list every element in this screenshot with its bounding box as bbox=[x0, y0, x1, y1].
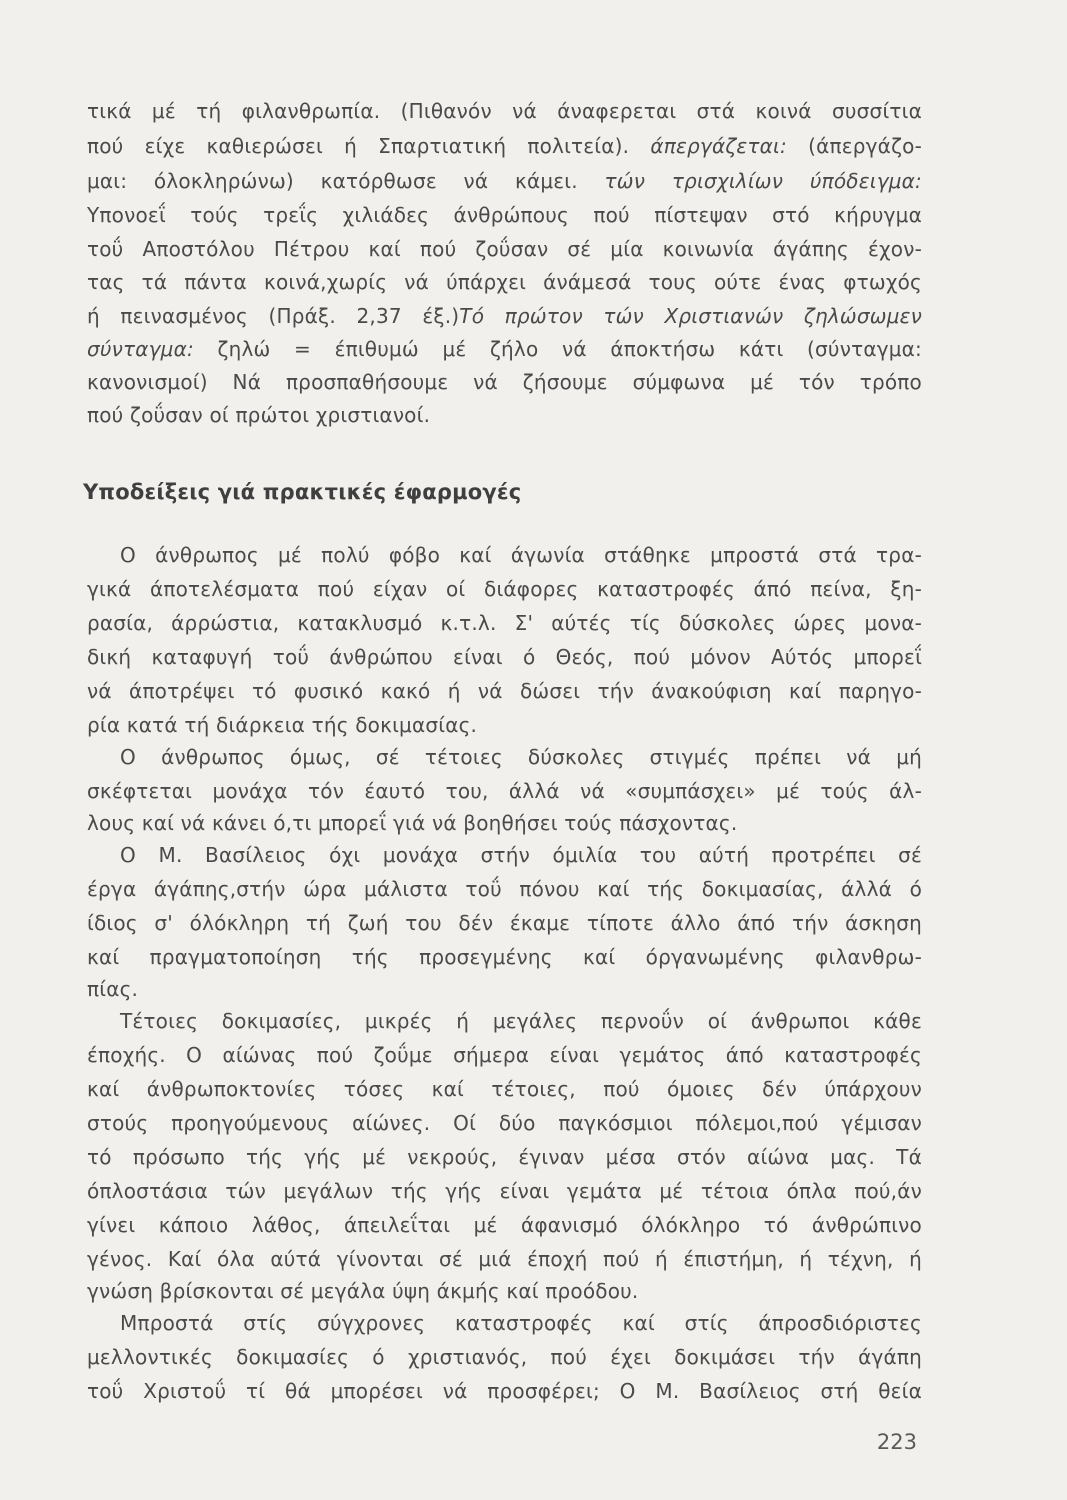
text-line: τοΰ Χριστοΰ τί θά μπορέσει νά προσφέρει; Ο Μ. Βασίλειος στή θεία bbox=[87, 1379, 922, 1403]
italic-term: τών τρισχιλίων ύπόδειγμα: bbox=[604, 169, 922, 193]
text-line: γίνει κάποιο λάθος, άπειλεΐται μέ άφανισμό όλόκληρο τό άνθρώπινο bbox=[87, 1213, 922, 1237]
page-number: 223 bbox=[876, 1430, 917, 1454]
text-line bbox=[87, 166, 922, 196]
text-line: έποχής. Ο αίώνας πού ζοΰμε σήμερα είναι γεμάτος άπό καταστροφές bbox=[87, 1043, 922, 1067]
text-line: γένος. Καί όλα αύτά γίνονται σέ μιά έποχή πού ή έπιστήμη, ή τέχνη, ή bbox=[87, 1247, 922, 1271]
text-line: ρασία, άρρώστια, κατακλυσμό κ.τ.λ. Σ' αύτές τίς δύσκολες ώρες μονα- bbox=[87, 611, 922, 635]
text-line: τοΰ Αποστόλου Πέτρου καί πού ζοΰσαν σέ μία κοινωνία άγάπης έχον- bbox=[87, 237, 922, 261]
text-line: γνώση βρίσκονται σέ μεγάλα ύψη άκμής καί προόδου. bbox=[87, 1279, 639, 1303]
text-line: σκέφτεται μονάχα τόν έαυτό του, άλλά νά «συμπάσχει» μέ τούς άλ- bbox=[87, 779, 922, 803]
text-line: Υπονοεΐ τούς τρεΐς χιλιάδες άνθρώπους πού πίστεψαν στό κήρυγμα bbox=[87, 203, 922, 227]
section-heading: Υποδείξεις γιά πρακτικές έφαρμογές bbox=[83, 480, 522, 504]
text-line: καί άνθρωποκτονίες τόσες καί τέτοιες, πού όμοιες δέν ύπάρχουν bbox=[87, 1077, 922, 1101]
text-line: ρία κατά τή διάρκεια τής δοκιμασίας. bbox=[87, 713, 478, 737]
text-line: πίας. bbox=[87, 977, 139, 1001]
text-line: καί πραγματοποίηση τής προσεγμένης καί όργανωμένης φιλανθρω- bbox=[87, 945, 922, 969]
text-segment: (άπεργάζο- bbox=[786, 134, 922, 158]
text-line: κανονισμοί) Νά προσπαθήσουμε νά ζήσουμε σύμφωνα μέ τόν τρόπο bbox=[87, 370, 922, 394]
text-line bbox=[87, 131, 922, 161]
text-line: στούς προηγούμενους αίώνες. Οί δύο παγκόσμιοι πόλεμοι,πού γέμισαν bbox=[87, 1111, 922, 1135]
text-line: Τέτοιες δοκιμασίες, μικρές ή μεγάλες περνοΰν οί άνθρωποι κάθε bbox=[120, 1009, 922, 1033]
text-segment: πού είχε καθιερώσει ή Σπαρτιατική πολιτεία). bbox=[87, 134, 651, 158]
text-line bbox=[87, 301, 922, 331]
italic-term: σύνταγμα: bbox=[87, 337, 194, 361]
text-line: τό πρόσωπο τής γής μέ νεκρούς, έγιναν μέσα στόν αίώνα μας. Τά bbox=[87, 1145, 922, 1169]
italic-term: άπεργάζεται: bbox=[650, 134, 787, 158]
text-line: λους καί νά κάνει ό,τι μπορεΐ γιά νά βοηθήσει τούς πάσχοντας. bbox=[87, 811, 738, 835]
italic-term: Τό πρώτον τών Χριστιανών ζηλώσωμεν bbox=[459, 304, 922, 328]
text-line: νά άποτρέψει τό φυσικό κακό ή νά δώσει τήν άνακούφιση καί παρηγο- bbox=[87, 679, 922, 703]
text-line: γικά άποτελέσματα πού είχαν οί διάφορες καταστροφές άπό πείνα, ξη- bbox=[87, 577, 922, 601]
text-segment: ζηλώ = έπιθυμώ μέ ζήλο νά άποκτήσω κάτι (σύνταγμα: bbox=[193, 337, 922, 361]
text-line: Ο άνθρωπος όμως, σέ τέτοιες δύσκολες στιγμές πρέπει νά μή bbox=[120, 745, 922, 769]
text-line bbox=[87, 334, 922, 364]
text-line: δική καταφυγή τοΰ άνθρώπου είναι ό Θεός, πού μόνον Αύτός μπορεΐ bbox=[87, 645, 922, 669]
text-line: Μπροστά στίς σύγχρονες καταστροφές καί στίς άπροσδιόριστες bbox=[120, 1311, 922, 1335]
text-line: πού ζοΰσαν οί πρώτοι χριστιανοί. bbox=[87, 403, 431, 427]
text-line: τικά μέ τή φιλανθρωπία. (Πιθανόν νά άναφερεται στά κοινά συσσίτια bbox=[87, 99, 922, 123]
text-line: Ο άνθρωπος μέ πολύ φόβο καί άγωνία στάθηκε μπροστά στά τρα- bbox=[120, 543, 922, 567]
text-segment: μαι: όλοκληρώνω) κατόρθωσε νά κάμει. bbox=[87, 169, 605, 193]
text-line: μελλοντικές δοκιμασίες ό χριστιανός, πού έχει δοκιμάσει τήν άγάπη bbox=[87, 1345, 922, 1369]
text-segment: ή πεινασμένος (Πράξ. 2,37 έξ.) bbox=[87, 304, 460, 328]
text-line: τας τά πάντα κοινά,χωρίς νά ύπάρχει άνάμεσά τους ούτε ένας φτωχός bbox=[87, 270, 922, 294]
text-line: ίδιος σ' όλόκληρη τή ζωή του δέν έκαμε τίποτε άλλο άπό τήν άσκηση bbox=[87, 911, 922, 935]
text-line: έργα άγάπης,στήν ώρα μάλιστα τοΰ πόνου καί τής δοκιμασίας, άλλά ό bbox=[87, 877, 922, 901]
text-line: Ο Μ. Βασίλειος όχι μονάχα στήν όμιλία του αύτή προτρέπει σέ bbox=[120, 843, 922, 867]
text-line: όπλοστάσια τών μεγάλων τής γής είναι γεμάτα μέ τέτοια όπλα πού,άν bbox=[87, 1179, 922, 1203]
